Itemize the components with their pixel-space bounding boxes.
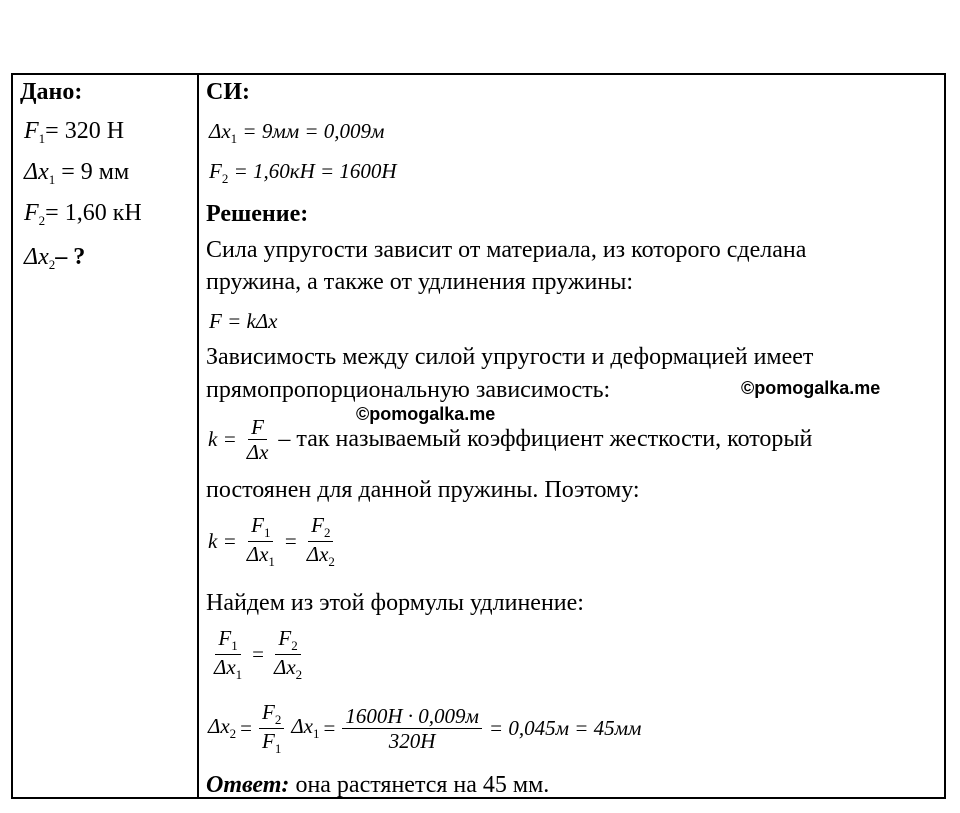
watermark: ©pomogalka.me [741,378,881,398]
fraction: $\frac{1600Н \cdot 0,009м}{320Н}$ [342,704,482,753]
solution-header: Решение: [206,201,309,227]
formula-ratio: $\frac{F_1}{\Delta x_1}$ = $\frac{F_2}{\Delta x_2}$ [208,626,308,683]
given-header: Дано: [20,79,83,105]
solution-paragraph-1b: пружина, а также от удлинения пружины: [206,269,633,295]
solution-paragraph-1a: Сила упругости зависит от материала, из которого сделана [206,237,807,263]
formula-hooke: F = kΔx [209,309,278,333]
fraction: $\frac{F_2}{F_1}$ [259,700,284,757]
formula-k-equality: k = $\frac{F_1}{\Delta x_1}$ = $\frac{F_2}{\Delta x_2}$ [208,513,341,570]
si-line-dx1: $\Delta x_1 = 9мм = 0,009м$ [209,119,385,146]
solution-paragraph-3: постоянен для данной пружины. Поэтому: [206,477,640,503]
fraction: $\frac{F_2}{\Delta x_2}$ [274,626,303,682]
column-divider [197,75,199,797]
fraction: $\frac{F_1}{\Delta x_1}$ [246,513,275,569]
fraction: $\frac{F}{\Delta x}$ [246,415,269,465]
problem-table [11,73,946,799]
fraction: $\frac{F_1}{\Delta x_1}$ [214,626,243,682]
answer-text: она растянется на 45 мм. [289,772,550,798]
solution-paragraph-4: Найдем из этой формулы удлинение: [206,590,584,616]
given-f2: $F_2= 1,60$ кН [24,200,142,228]
formula-k-definition: k = $\frac{F}{\Delta x}$ – так называемый коэффициент жесткости, который [208,415,813,465]
answer-label: Ответ: [206,772,290,798]
solution-paragraph-2b: прямопропорциональную зависимость: [206,377,611,403]
watermark: ©pomogalka.me [356,404,496,424]
solution-paragraph-2a: Зависимость между силой упругости и деформацией имеет [206,344,814,370]
answer-line [206,772,549,799]
fraction: $\frac{F_2}{\Delta x_2}$ [306,513,335,569]
given-unknown-dx2: $\Delta x_2-$ ? [24,244,86,272]
given-dx1: $\Delta x_1 = 9$ мм [24,159,130,187]
si-line-f2: $F_2 = 1,60кН = 1600Н$ [209,159,397,186]
si-header: СИ: [206,79,250,105]
given-f1: $F_1= 320$ Н [24,118,125,146]
formula-final: $\Delta x_2$ = $\frac{F_2}{F_1}$ $\Delta x_1$ = $\frac{1600Н \cdot 0,009м}{320Н}$ = 0,045м = 45мм [208,700,642,756]
